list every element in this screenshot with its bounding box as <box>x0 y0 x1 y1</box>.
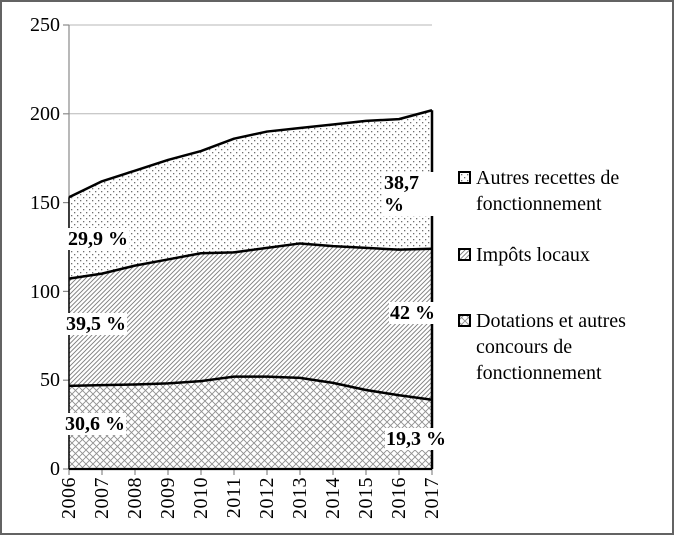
legend-label: Dotations et autres concours de fonctionnement <box>476 310 626 384</box>
legend-item-impots <box>458 242 590 268</box>
legend-swatch-diamond-icon <box>458 314 471 327</box>
stacked-area-plot <box>2 2 674 535</box>
x-axis-label: 2016 <box>388 477 410 519</box>
y-axis-label: 100 <box>30 281 60 303</box>
y-axis-label: 200 <box>30 103 60 125</box>
legend-item-autres <box>458 165 672 217</box>
y-axis-label: 250 <box>30 14 60 36</box>
x-axis-label: 2010 <box>190 477 212 519</box>
label-dotations-2006: 30,6 % <box>65 413 125 435</box>
y-axis-label: 0 <box>50 458 60 480</box>
y-axis-label: 50 <box>40 369 60 391</box>
label-impots-2006: 39,5 % <box>66 313 126 335</box>
x-axis-label: 2013 <box>289 477 311 519</box>
x-axis-label: 2014 <box>322 477 344 519</box>
x-axis-label: 2009 <box>157 477 179 519</box>
y-axis-label: 150 <box>30 192 60 214</box>
legend-item-dotations <box>458 308 672 386</box>
legend-label: Autres recettes de fonctionnement <box>476 167 620 215</box>
x-axis-label: 2006 <box>58 477 80 519</box>
x-axis-label: 2015 <box>355 477 377 519</box>
x-axis-label: 2012 <box>256 477 278 519</box>
x-axis-label: 2011 <box>223 477 245 519</box>
label-autres-2017: 38,7 % <box>383 172 437 216</box>
x-axis-label: 2008 <box>124 477 146 519</box>
x-axis-label: 2017 <box>421 477 443 519</box>
label-autres-2006: 29,9 % <box>68 228 128 250</box>
x-axis-label: 2007 <box>91 477 113 519</box>
legend-swatch-hatch-icon <box>458 248 471 261</box>
legend-label: Impôts locaux <box>476 244 590 266</box>
legend-swatch-dots-icon <box>458 171 471 184</box>
label-dotations-2017: 19,3 % <box>386 428 446 450</box>
label-impots-2017: 42 % <box>390 302 435 324</box>
